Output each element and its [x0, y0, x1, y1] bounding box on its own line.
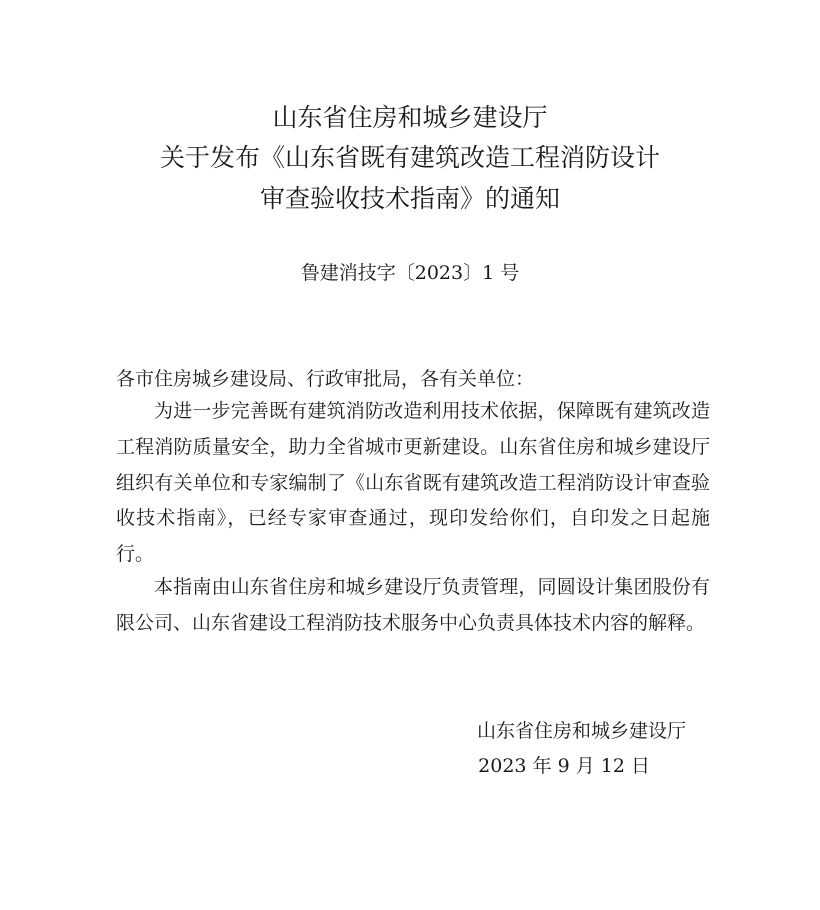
title-line-2: 关于发布《山东省既有建筑改造工程消防设计 — [159, 143, 660, 172]
title-line-1: 山东省住房和城乡建设厅 — [272, 103, 548, 132]
title-line-3: 审查验收技术指南》的通知 — [259, 184, 560, 213]
issue-date: 2023 年 9 月 12 日 — [478, 755, 650, 777]
body-paragraph-1: 为进一步完善既有建筑消防改造利用技术依据，保障既有建筑改造工程消防质量安全，助力全省城市更新建设。山东省住房和城乡建设厅组织有关单位和专家编制了《山东省既有建筑改造工程消防设计审查验收技术指南》，已经专家审查通过，现印发给你们，自印发之日起施行。 — [116, 400, 710, 566]
salutation: 各市住房城乡建设局、行政审批局，各有关单位： — [116, 368, 535, 390]
body-paragraph-2: 本指南由山东省住房和城乡建设厅负责管理，同圆设计集团股份有限公司、山东省建设工程消防技术服务中心负责具体技术内容的解释。 — [116, 576, 710, 634]
document-number: 鲁建消技字〔2023〕1 号 — [300, 262, 520, 284]
issuer-signature: 山东省住房和城乡建设厅 — [476, 720, 686, 742]
